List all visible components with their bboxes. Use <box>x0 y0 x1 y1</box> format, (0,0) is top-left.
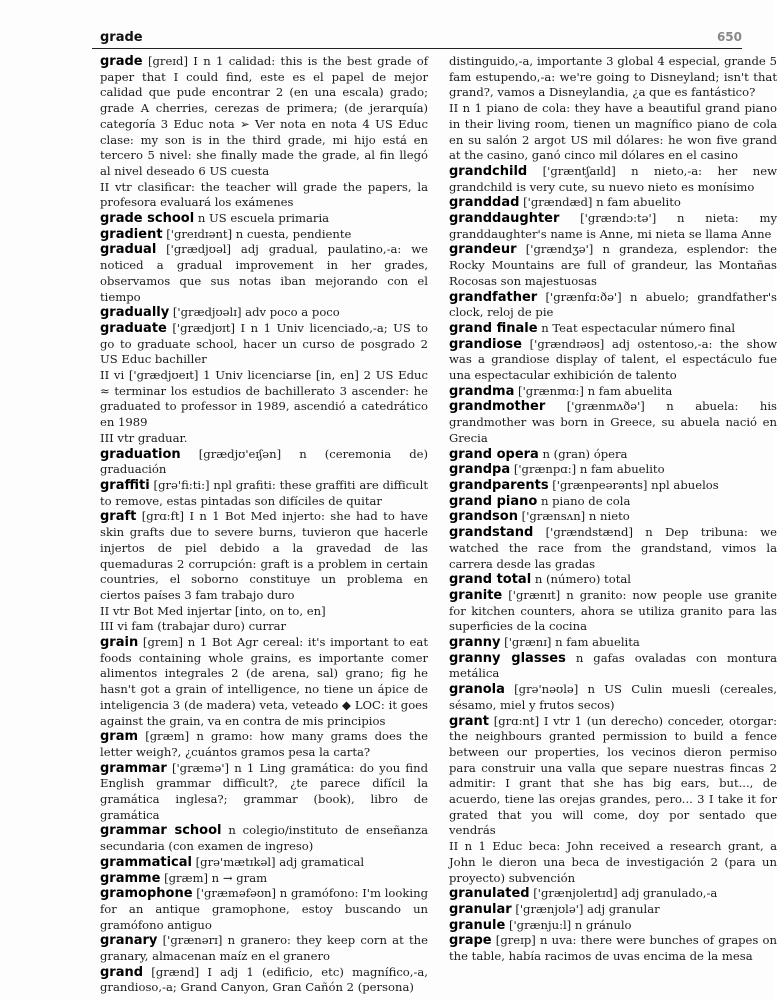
dictionary-entry <box>449 494 777 510</box>
headword: grammar <box>100 760 167 776</box>
dictionary-entry <box>100 368 428 431</box>
headword: grand opera <box>449 446 539 462</box>
entry-definition: [grɑ:nt] I vtr 1 (un derecho) conceder, otorgar: the neighbours granted permission to build a fence between our properties, los vecinos dieron permiso para construir una valla que separe nuestras fincas 2 admitir: I grant that she has big ears, but..., de acuerdo, tiene las orejas grandes, pero... 3 I take it for grated that you will come, doy por sentado que vendrás <box>449 713 777 838</box>
entry-definition: ['grænjʊleɪtɪd] adj granulado,-a <box>529 886 718 901</box>
entry-definition: ['grænmɑ:] n fam abuelita <box>514 383 673 398</box>
dictionary-entry <box>100 761 428 824</box>
dictionary-entry <box>449 902 777 918</box>
entry-definition: [greɪp] n uva: there were bunches of grapes on the table, había racimos de uvas encima de la mesa <box>449 933 777 964</box>
entry-definition: n colegio/instituto de enseñanza secundaria (con examen de ingreso) <box>100 823 428 854</box>
headword: graduation <box>100 446 181 462</box>
dictionary-entry <box>100 305 428 321</box>
headword: grandfather <box>449 289 538 305</box>
entry-definition: n (número) total <box>531 572 631 587</box>
entry-definition: ['græntʃaɪld] n nieto,-a: her new grandchild is very cute, su nuevo nieto es monísimo <box>449 163 777 194</box>
headword: gradual <box>100 242 157 258</box>
headword: grandma <box>449 383 515 399</box>
headword: grand finale <box>449 320 538 336</box>
dictionary-entry <box>100 321 428 368</box>
entry-definition: ['græmə'] n 1 Ling gramática: do you find English grammar difficult?, ¿te parece difícil la gramática inglesa?; grammar (book), libro de gramática <box>100 760 428 822</box>
entry-definition: [grə'mætɪkəl] adj gramatical <box>191 854 365 869</box>
entry-definition: ['grænpeərənts] npl abuelos <box>548 477 719 492</box>
entry-definition: n (gran) ópera <box>538 446 628 461</box>
headword: gramophone <box>100 886 193 902</box>
dictionary-entry <box>449 242 777 289</box>
page-number: 650 <box>716 30 742 44</box>
headword: graduate <box>100 320 167 336</box>
dictionary-entry <box>449 509 777 525</box>
entry-definition: [grə'fi:ti:] npl grafiti: these graffiti are difficult to remove, estas pintadas son difíciles de quitar <box>100 477 428 508</box>
headword: grandson <box>449 509 518 525</box>
dictionary-entry <box>100 478 428 509</box>
dictionary-entry <box>100 509 428 603</box>
dictionary-entry <box>100 871 428 887</box>
entry-definition: [greɪn] n 1 Bot Agr cereal: it's important to eat foods containing whole grains, es importante comer alimentos integrales 2 (de arena, sal) grano; fig he hasn't got a grain of intelligence, no tiene un ápice de inteligencia 3 (de madera) veta, veteado ◆ LOC: it goes against the grain, va en contra de mis principios <box>100 635 428 728</box>
entry-definition: n US escuela primaria <box>194 211 330 226</box>
entry-definition: ['grænɪ] n fam abuelita <box>500 635 640 650</box>
entry-definition: [græm] n → gram <box>160 870 268 885</box>
entry-definition: ['grænfɑ:ðə'] n abuelo; grandfather's clock, reloj de pie <box>449 289 777 320</box>
entry-definition: [grænd] I adj 1 (edificio, etc) magnífico,-a, grandioso,-a; Grand Canyon, Gran Cañón 2 (persona) <box>100 964 428 995</box>
dictionary-entry <box>449 886 777 902</box>
running-header <box>92 28 742 49</box>
dictionary-entry <box>100 965 428 996</box>
entry-definition: II n 1 Educ beca: John received a research grant, a John le dieron una beca de investigación 2 (para un proyecto) subvención <box>449 839 777 885</box>
headword: graffiti <box>100 477 150 493</box>
headword: gramme <box>100 870 161 886</box>
dictionary-entry <box>449 384 777 400</box>
dictionary-entry <box>449 195 777 211</box>
entry-definition: II vtr clasificar: the teacher will grade the papers, la profesora evaluará los exámenes <box>100 179 428 210</box>
entry-definition: n gafas ovaladas con montura metálica <box>449 650 777 681</box>
entry-definition: ['grænərɪ] n granero: they keep corn at the granary, almacenan maíz en el granero <box>100 933 428 964</box>
dictionary-entry <box>100 933 428 964</box>
headword: granny <box>449 635 501 651</box>
dictionary-entry <box>100 604 428 620</box>
entry-definition: ['grændstænd] n Dep tribuna: we watched the race from the grandstand, vimos la carrera desde las gradas <box>449 525 777 571</box>
entry-definition: II vi ['grædjʊeɪt] 1 Univ licenciarse [in, en] 2 US Educ ≈ terminar los estudios de bachillerato 3 ascender: he graduated to professor in 1989, ascendió a catedrático en 1989 <box>100 368 428 430</box>
dictionary-entry <box>449 447 777 463</box>
entry-definition: ['grændɔ:tə'] n nieta: my granddaughter's name is Anne, mi nieta se llama Anne <box>449 211 777 241</box>
left-column <box>100 54 428 995</box>
dictionary-entry <box>100 180 428 211</box>
entry-definition: [græm] n gramo: how many grams does the letter weigh?, ¿cuántos gramos pesa la carta? <box>100 729 428 759</box>
headword: grain <box>100 635 139 651</box>
headword: granddaughter <box>449 211 560 227</box>
headword: grammatical <box>100 854 192 870</box>
dictionary-entry <box>449 321 777 337</box>
dictionary-entry <box>449 572 777 588</box>
headword: grandstand <box>449 525 534 541</box>
entry-definition: n piano de cola <box>537 493 631 508</box>
headword: grant <box>449 713 489 729</box>
headword: granulated <box>449 886 530 902</box>
entry-definition: ['grædjʊəl] adj gradual, paulatino,-a: we noticed a gradual improvement in her grades, observamos que sus notas iban mejorando con el tiempo <box>100 242 428 304</box>
headword: grade school <box>100 211 195 227</box>
entry-definition: ['grænju:l] n gránulo <box>505 917 632 932</box>
entry-definition: III vi fam (trabajar duro) currar <box>100 619 287 634</box>
entry-definition: ['grænmʌðə'] n abuela: his grandmother was born in Greece, su abuela nació en Grecia <box>449 399 777 445</box>
entry-definition: n Teat espectacular número final <box>537 320 736 335</box>
entry-definition: [greɪd] I n 1 calidad: this is the best grade of paper that I could find, este es el papel de mejor calidad que pude encontrar 2 (en una escala) grado; grade A cherries, cerezas de primera; (de jerarquía) categoría 3 Educ nota ➢ Ver nota en nota 4 US Educ clase: my son is in the third grade, mi hijo está en tercero 5 nivel: she finally made the grade, al fin llegó al nivel deseado 6 US cuesta <box>100 54 428 178</box>
dictionary-entry <box>449 462 777 478</box>
entry-definition: ['grædjʊɪt] I n 1 Univ licenciado,-a; US to go to graduate school, hacer un curso de posgrado 2 US Educ bachiller <box>100 320 428 367</box>
entry-definition: ['grænpɑ:] n fam abuelito <box>510 462 665 477</box>
headword: grand <box>100 964 144 980</box>
dictionary-entry <box>449 290 777 321</box>
dictionary-entry <box>100 447 428 478</box>
headword: granddad <box>449 195 520 211</box>
headword: grandmother <box>449 399 546 415</box>
dictionary-entry <box>100 54 428 180</box>
dictionary-entry <box>100 635 428 729</box>
headword: graft <box>100 509 137 525</box>
entry-definition: ['grænjʊlə'] adj granular <box>511 901 660 916</box>
entry-definition: [grə'nəʊlə] n US Culin muesli (cereales, sésamo, miel y frutos secos) <box>449 682 777 712</box>
guide-word: grade <box>100 30 143 45</box>
headword: grand total <box>449 572 532 588</box>
dictionary-entry <box>449 164 777 195</box>
dictionary-entry <box>449 525 777 572</box>
dictionary-entry <box>100 886 428 933</box>
entry-definition: ['greɪdɪənt] n cuesta, pendiente <box>162 226 352 241</box>
dictionary-entry <box>449 839 777 886</box>
entry-definition: ['græməfəʊn] n gramófono: I'm looking for an antique gramophone, estoy buscando un gramófono antiguo <box>100 886 428 932</box>
headword: granule <box>449 917 506 933</box>
entry-definition: distinguido,-a, importante 3 global 4 especial, grande 5 fam estupendo,-a: we're going to Disneyland; isn't that grand?, vamos a Disneylandia, ¿a que es fantástico? <box>449 54 777 100</box>
dictionary-entry <box>449 933 777 964</box>
headword: grape <box>449 933 492 949</box>
headword: gradually <box>100 305 170 321</box>
dictionary-entry <box>100 431 428 447</box>
dictionary-entry <box>449 651 777 682</box>
dictionary-entry <box>100 227 428 243</box>
dictionary-entry <box>449 478 777 494</box>
headword: grandchild <box>449 163 528 179</box>
entry-definition: ['grænɪt] n granito: now people use granite for kitchen counters, ahora se utiliza granito para las superficies de la cocina <box>449 587 777 634</box>
headword: granola <box>449 682 505 698</box>
dictionary-entry <box>100 823 428 854</box>
entry-definition: ['grædjʊəlɪ] adv poco a poco <box>169 305 340 320</box>
dictionary-entry <box>449 211 777 242</box>
entry-definition: [grɑ:ft] I n 1 Bot Med injerto: she had to have skin grafts due to severe burns, tuvieron que hacerle injertos de piel debido a la gravedad de las quemaduras 2 corrupción: graft is a problem in certain countries, el soborno constituye un problema en ciertos países 3 fam trabajo duro <box>100 509 428 602</box>
entry-definition: ['grænsʌn] n nieto <box>517 509 630 524</box>
dictionary-entry <box>100 729 428 760</box>
dictionary-entry <box>449 399 777 446</box>
entry-definition: [grædjʊ'eɪʃən] n (ceremonia de) graduación <box>100 446 428 477</box>
entry-definition: II vtr Bot Med injertar [into, on to, en] <box>100 603 326 618</box>
headword: grade <box>100 54 143 69</box>
entry-definition: ['grændʒə'] n grandeza, esplendor: the Rocky Mountains are full of grandeur, las Montañas Rocosas son majestuosas <box>449 242 777 288</box>
headword: gradient <box>100 226 163 242</box>
entry-definition: II n 1 piano de cola: they have a beautiful grand piano in their living room, tienen un magnífico piano de cola en su salón 2 argot US mil dólares: he won five grand at the casino, ganó cinco mil dólares en el casino <box>449 101 777 163</box>
headword: grandpa <box>449 462 511 478</box>
dictionary-entry <box>449 918 777 934</box>
dictionary-entry <box>449 337 777 384</box>
entry-definition: ['grændɪəʊs] adj ostentoso,-a: the show was a grandiose display of talent, el espectáculo fue una espectacular exhibición de talento <box>449 336 777 383</box>
headword: gram <box>100 729 139 745</box>
headword: grandparents <box>449 477 549 493</box>
headword: grand piano <box>449 493 538 509</box>
dictionary-entry <box>449 682 777 713</box>
dictionary-entry <box>100 242 428 305</box>
headword: grandiose <box>449 336 522 352</box>
dictionary-entry <box>449 714 777 840</box>
right-column <box>449 54 777 984</box>
headword: granite <box>449 587 503 603</box>
dictionary-entry <box>449 588 777 635</box>
headword: granny glasses <box>449 650 566 666</box>
dictionary-entry <box>449 635 777 651</box>
dictionary-entry <box>449 54 777 101</box>
dictionary-entry <box>100 855 428 871</box>
entry-definition: ['grændæd] n fam abuelito <box>519 195 681 210</box>
dictionary-entry <box>100 211 428 227</box>
dictionary-entry <box>100 619 428 635</box>
dictionary-entry <box>449 101 777 164</box>
headword: grandeur <box>449 242 517 258</box>
headword: grammar school <box>100 823 222 839</box>
entry-definition: III vtr graduar. <box>100 430 188 445</box>
headword: granary <box>100 933 158 949</box>
headword: granular <box>449 901 512 917</box>
